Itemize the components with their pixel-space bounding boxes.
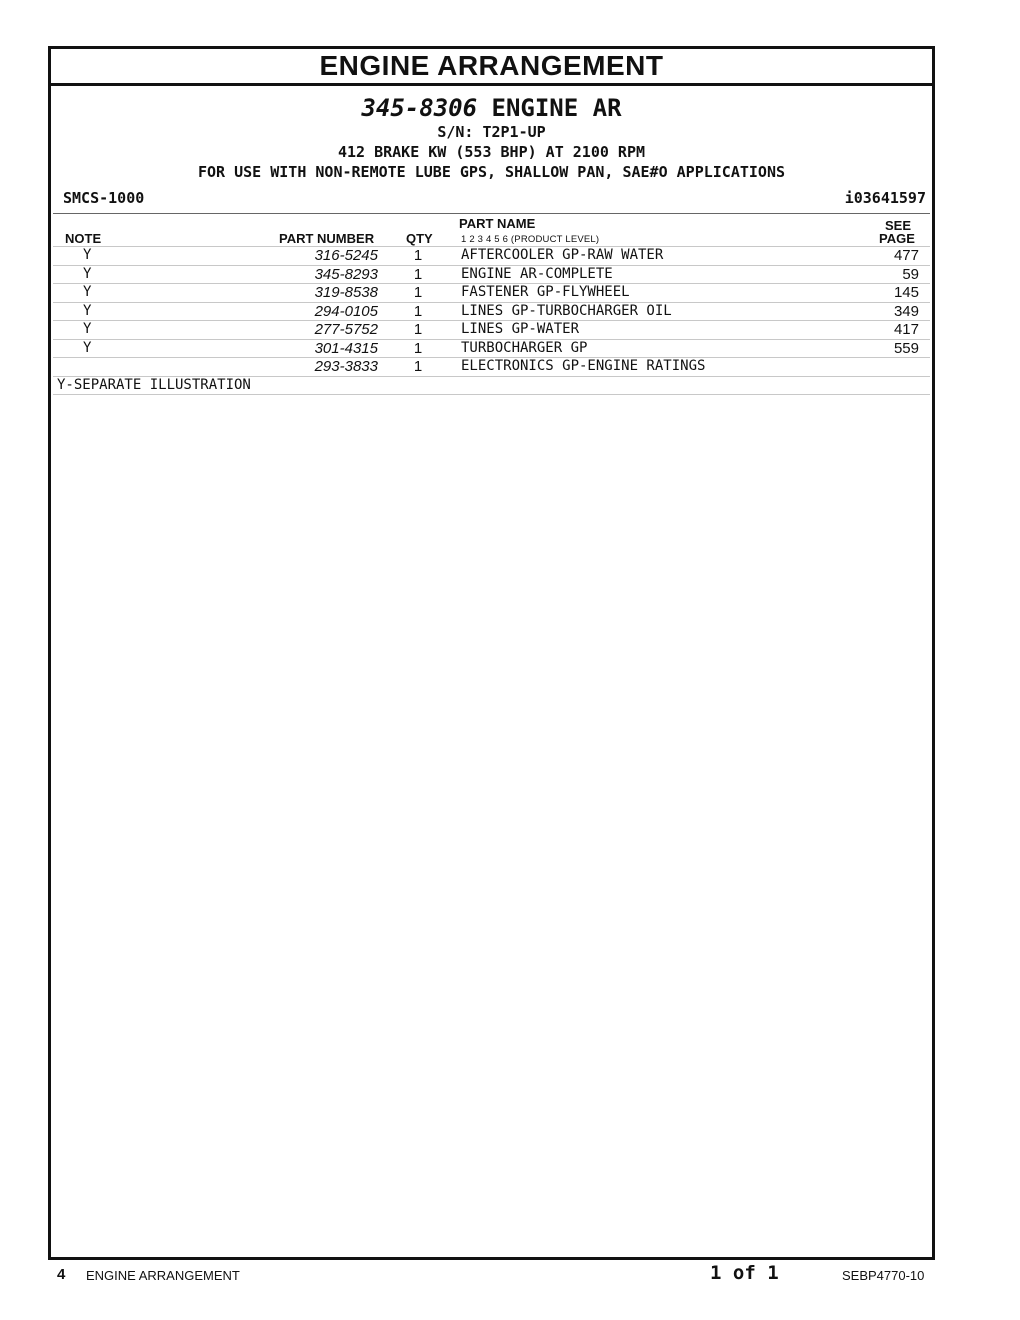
footer-page-of: 1 of 1 (710, 1262, 779, 1284)
table-row (53, 246, 930, 265)
page-footer (0, 1262, 1020, 1288)
table-row (53, 302, 930, 321)
table-header (51, 214, 932, 246)
parts-table-body (51, 246, 932, 395)
group-title (51, 94, 932, 122)
row-part-name: AFTERCOOLER GP-RAW WATER (461, 247, 664, 263)
row-see-page: 59 (902, 265, 919, 283)
col-part-name: PART NAME (459, 216, 536, 231)
row-part-number: 293-3833 (314, 358, 378, 375)
page-title: ENGINE ARRANGEMENT (51, 49, 932, 86)
smcs-row (51, 188, 932, 208)
smcs-code: SMCS-1000 (63, 189, 145, 207)
row-part-number: 345-8293 (314, 265, 378, 283)
row-part-name: LINES GP-WATER (461, 321, 580, 337)
row-see-page: 349 (893, 302, 919, 320)
group-part-number: 345-8306 (361, 94, 478, 122)
row-qty: 1 (413, 265, 423, 283)
row-part-name: LINES GP-TURBOCHARGER OIL (461, 302, 672, 319)
col-qty: QTY (406, 231, 433, 246)
col-note: NOTE (65, 231, 102, 246)
illustration-id: i03641597 (844, 189, 926, 207)
row-part-number: 301-4315 (314, 339, 378, 357)
usage-note: FOR USE WITH NON-REMOTE LUBE GPS, SHALLOW PAN, SAE#O APPLICATIONS (198, 163, 785, 181)
footer-section: ENGINE ARRANGEMENT (86, 1268, 240, 1283)
row-part-number: 319-8538 (314, 284, 378, 301)
table-row (53, 265, 930, 284)
row-note: Y (83, 302, 92, 319)
row-note: Y (83, 284, 92, 300)
group-header (51, 94, 932, 182)
row-see-page: 417 (893, 321, 919, 338)
row-part-number: 316-5245 (314, 247, 378, 264)
row-qty: 1 (413, 284, 423, 301)
group-part-name: ENGINE AR (491, 94, 622, 122)
row-part-number: 294-0105 (314, 302, 378, 320)
table-row (53, 339, 930, 358)
row-see-page: 145 (893, 284, 919, 301)
table-row (53, 283, 930, 302)
col-part-number: PART NUMBER (279, 231, 375, 246)
row-qty: 1 (413, 321, 423, 338)
row-qty: 1 (413, 358, 423, 375)
footer-page-number: 4 (57, 1266, 66, 1283)
footer-doc-id: SEBP4770-10 (842, 1268, 925, 1283)
serial-number: S/N: T2P1-UP (437, 123, 546, 141)
table-row (53, 357, 930, 376)
row-part-number: 277-5752 (314, 321, 378, 338)
col-product-levels: 1 2 3 4 5 6 (PRODUCT LEVEL) (461, 234, 600, 245)
row-part-name: ENGINE AR-COMPLETE (461, 265, 613, 282)
power-rating: 412 BRAKE KW (553 BHP) AT 2100 RPM (337, 143, 646, 161)
row-note: Y (83, 265, 92, 282)
row-see-page: 477 (893, 247, 919, 264)
row-see-page: 559 (893, 339, 919, 357)
legend-note: Y-SEPARATE ILLUSTRATION (53, 376, 930, 396)
col-see: SEE (885, 218, 912, 233)
row-part-name: TURBOCHARGER GP (461, 339, 588, 356)
row-qty: 1 (413, 302, 423, 320)
row-qty: 1 (413, 339, 423, 357)
row-qty: 1 (413, 247, 423, 264)
row-part-name: ELECTRONICS GP-ENGINE RATINGS (461, 358, 706, 374)
row-note: Y (83, 247, 92, 263)
table-row (53, 320, 930, 339)
parts-page-frame (48, 46, 935, 1260)
row-part-name: FASTENER GP-FLYWHEEL (461, 284, 630, 300)
row-note: Y (83, 339, 92, 356)
row-note: Y (83, 321, 92, 337)
col-page: PAGE (879, 231, 915, 246)
